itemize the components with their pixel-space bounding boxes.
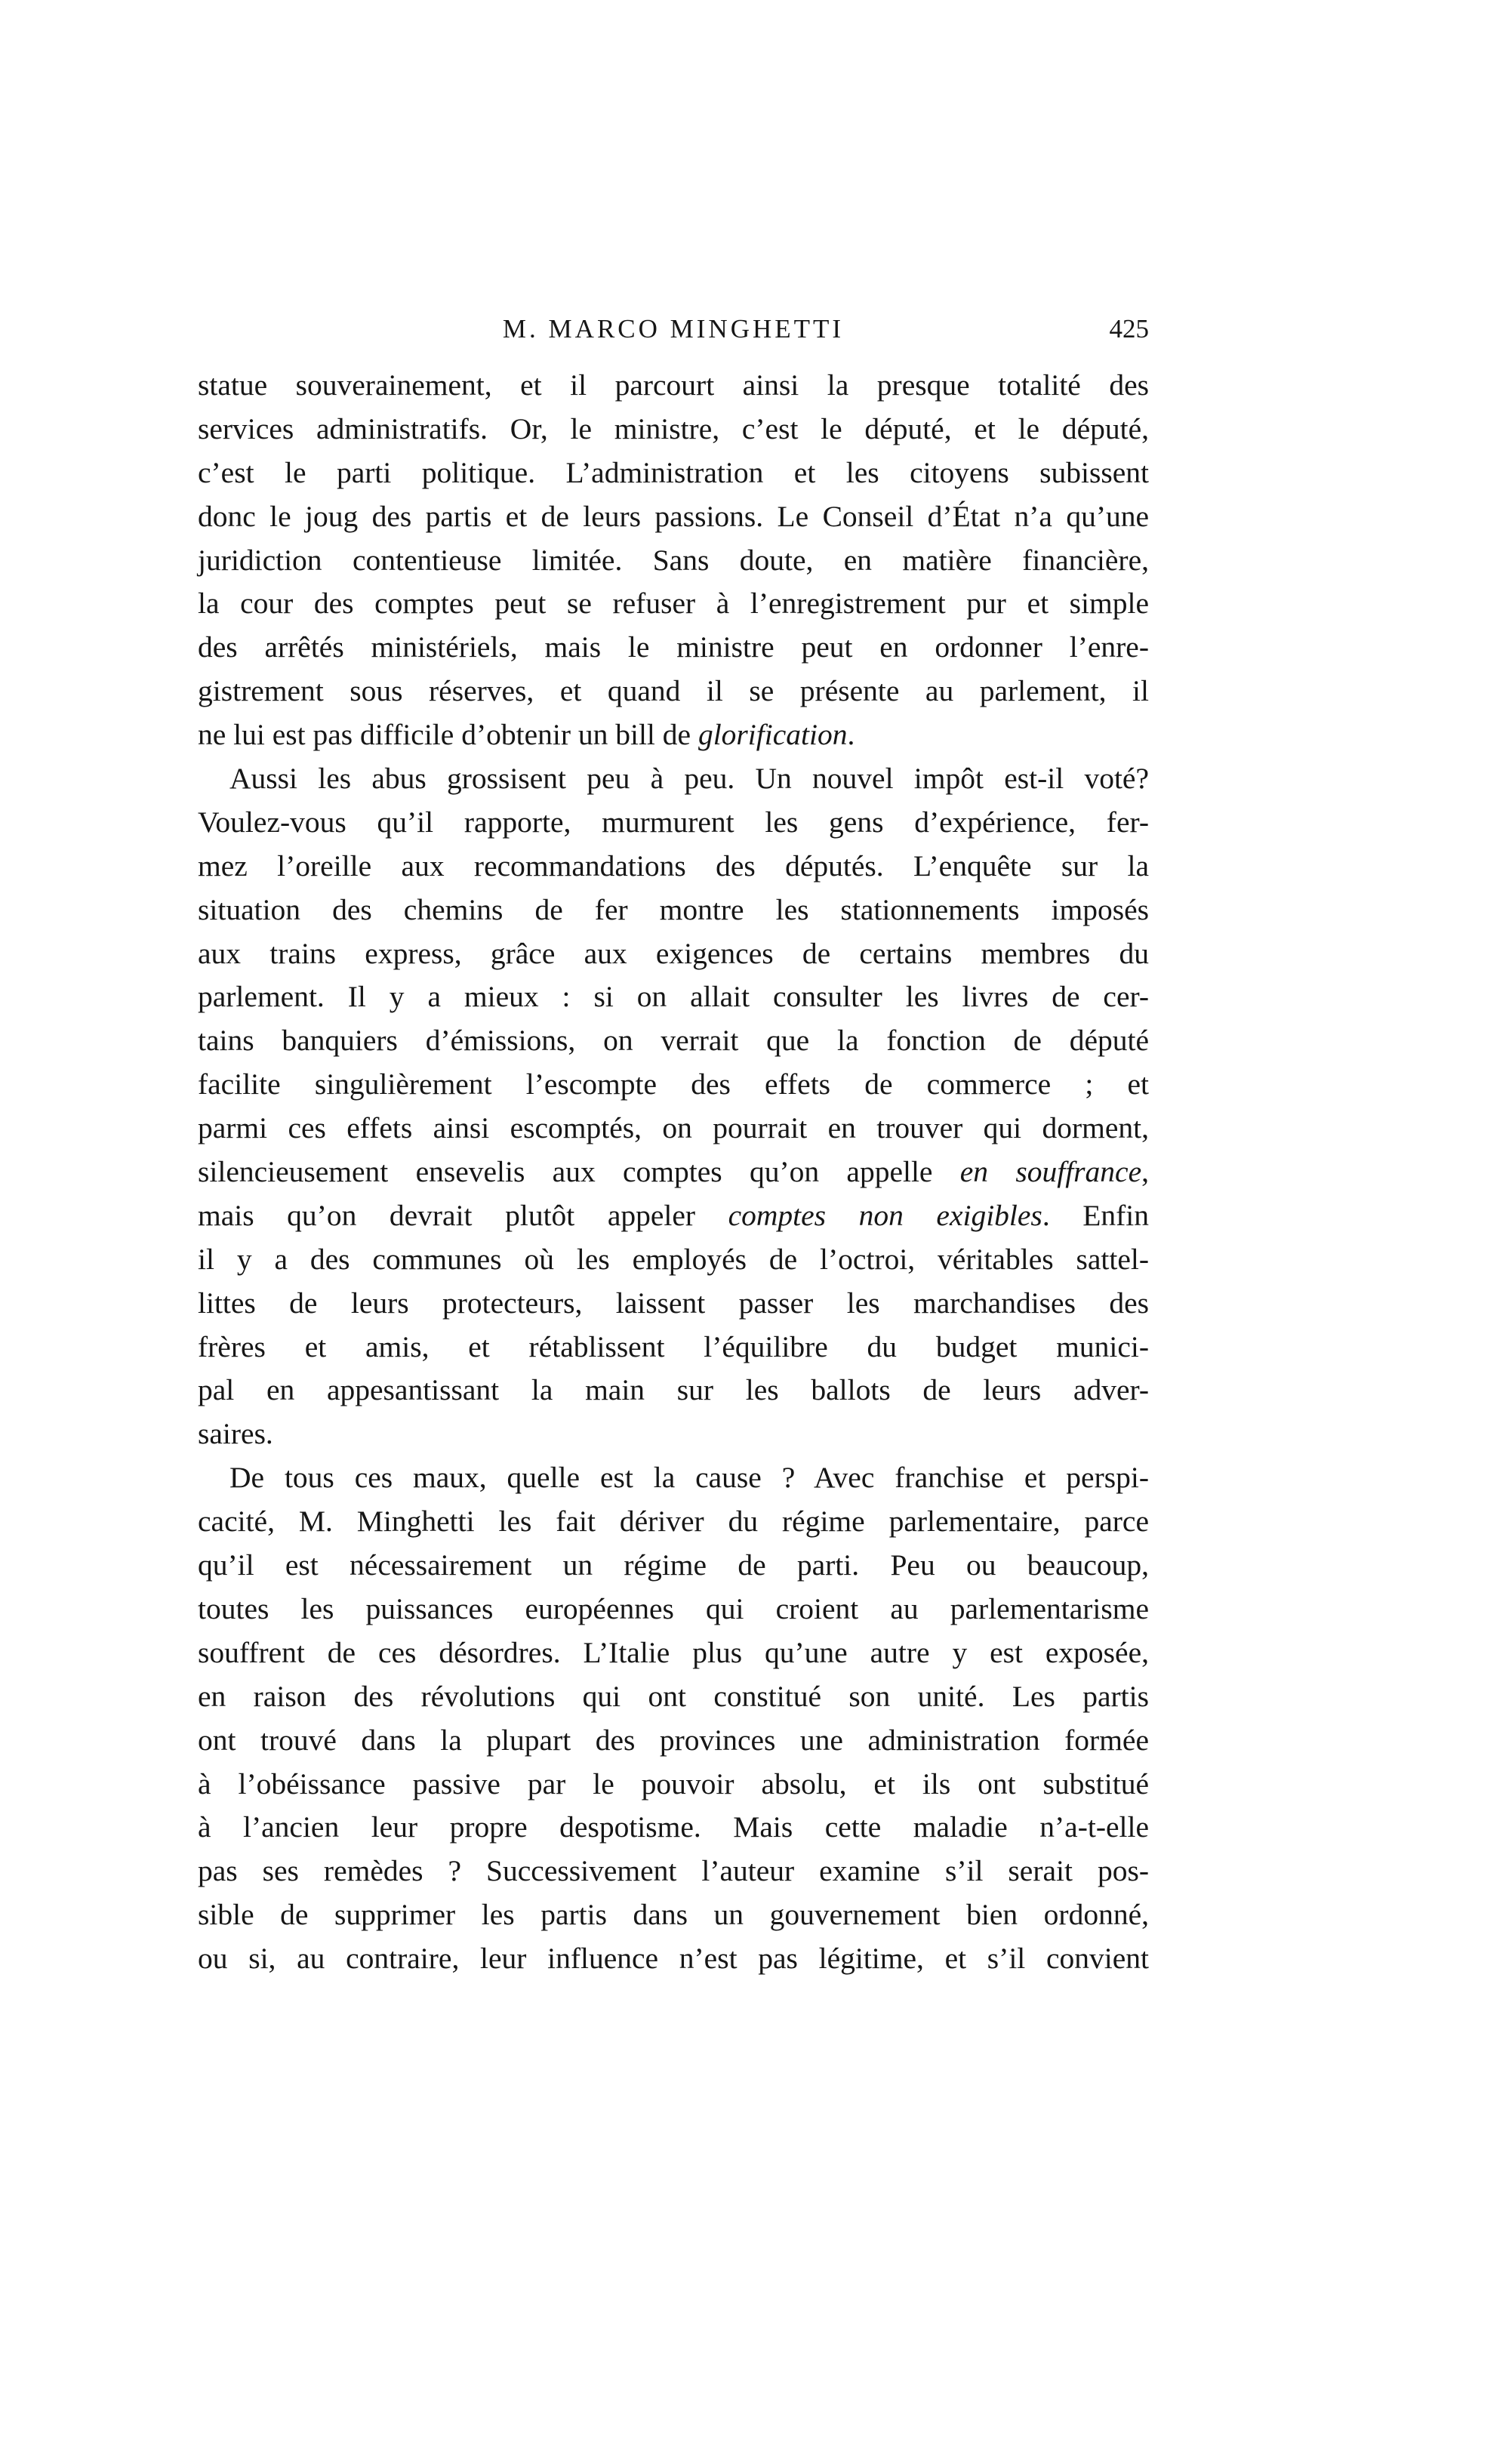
line-text: ont trouvé dans la plupart des provinces une administration formée — [198, 1723, 1149, 1757]
line-text: à l’obéissance passive par le pouvoir absolu, et ils ont substitué — [198, 1767, 1149, 1800]
line-text: qu’il est nécessairement un régime de parti. Peu ou beaucoup, — [198, 1548, 1149, 1582]
line-text: à l’ancien leur propre despotisme. Mais cette maladie n’a-t-elle — [198, 1810, 1149, 1844]
text-line — [198, 1806, 1149, 1850]
line-text: en raison des révolutions qui ont constitué son unité. Les partis — [198, 1679, 1149, 1713]
line-text: , — [1141, 1155, 1149, 1189]
text-line — [198, 1544, 1149, 1588]
text-line — [198, 582, 1149, 626]
text-line — [198, 1719, 1149, 1763]
line-text: souffrent de ces désordres. L’Italie plus qu’une autre y est exposée, — [198, 1635, 1149, 1669]
body-text — [198, 364, 1149, 1981]
text-line — [198, 1631, 1149, 1675]
text-line — [198, 626, 1149, 670]
text-line — [198, 670, 1149, 713]
text-line — [198, 1763, 1149, 1807]
line-text: ou si, au contraire, leur influence n’est pas légitime, et s’il convient — [198, 1942, 1149, 1976]
italic-text: en souffrance — [959, 1155, 1142, 1189]
line-text: c’est le parti politique. L’administration et les citoyens subissent — [198, 455, 1149, 489]
text-line — [198, 1850, 1149, 1893]
text-line — [198, 1937, 1149, 1981]
text-line — [198, 1456, 1149, 1500]
line-text: la cour des comptes peut se refuser à l’enregistrement pur et simple — [198, 587, 1149, 621]
line-text: De tous ces maux, quelle est la cause ? Avec franchise et perspi- — [229, 1461, 1149, 1495]
line-text: parlement. Il y a mieux : si on allait consulter les livres de cer- — [198, 980, 1149, 1014]
text-line — [198, 539, 1149, 583]
text-line — [198, 1063, 1149, 1107]
text-line — [198, 1151, 1149, 1194]
text-line — [198, 451, 1149, 495]
text-line — [198, 757, 1149, 801]
line-text: saires. — [198, 1417, 273, 1451]
line-text: il y a des communes où les employés de l’octroi, véritables sattel- — [198, 1242, 1149, 1276]
text-line — [198, 1238, 1149, 1282]
text-line — [198, 801, 1149, 845]
line-text: littes de leurs protecteurs, laissent passer les marchandises des — [198, 1286, 1149, 1320]
line-text: donc le joug des partis et de leurs passions. Le Conseil d’État n’a qu’une — [198, 499, 1149, 533]
italic-text: glorification — [697, 718, 848, 752]
text-line — [198, 495, 1149, 539]
text-line — [198, 1588, 1149, 1631]
text-line — [198, 1019, 1149, 1063]
line-text: pal en appesantissant la main sur les ballots de leurs adver- — [198, 1373, 1149, 1407]
line-text: pas ses remèdes ? Successivement l’auteur examine s’il serait pos- — [198, 1854, 1149, 1888]
line-text: aux trains express, grâce aux exigences de certains membres du — [198, 936, 1149, 970]
text-line — [198, 1500, 1149, 1544]
line-text: sible de supprimer les partis dans un gouvernement bien ordonné, — [198, 1898, 1149, 1932]
line-text: des arrêtés ministériels, mais le ministre peut en ordonner l’enre- — [198, 630, 1149, 664]
line-text: mez l’oreille aux recommandations des députés. L’enquête sur la — [198, 849, 1149, 883]
line-text: gistrement sous réserves, et quand il se présente au parlement, il — [198, 674, 1149, 708]
text-line — [198, 845, 1149, 889]
line-text: silencieusement ensevelis aux comptes qu’on appelle — [198, 1155, 960, 1189]
text-line — [198, 1326, 1149, 1369]
text-line — [198, 1107, 1149, 1151]
line-text: situation des chemins de fer montre les stationnements imposés — [198, 892, 1149, 926]
line-text: juridiction contentieuse limitée. Sans doute, en matière financière, — [198, 543, 1149, 577]
page-number: 425 — [1109, 314, 1149, 343]
text-line — [198, 1412, 1149, 1456]
running-title: M. MARCO MINGHETTI — [502, 314, 845, 343]
line-text: frères et amis, et rétablissent l’équilibre du budget munici- — [198, 1329, 1149, 1363]
line-text: . — [847, 718, 855, 752]
line-text: toutes les puissances européennes qui croient au parlementarisme — [198, 1591, 1149, 1625]
line-text: Voulez-vous qu’il rapporte, murmurent les gens d’expérience, fer- — [198, 805, 1149, 839]
line-text: ne lui est pas difficile d’obtenir un bill de — [198, 718, 698, 752]
text-line — [198, 364, 1149, 408]
text-line — [198, 1194, 1149, 1238]
line-text: Aussi les abus grossisent peu à peu. Un nouvel impôt est-il voté? — [229, 762, 1149, 796]
text-line — [198, 889, 1149, 932]
line-text: services administratifs. Or, le ministre, c’est le député, et le député, — [198, 411, 1149, 445]
line-text: facilite singulièrement l’escompte des effets de commerce ; et — [198, 1067, 1149, 1101]
line-text: mais qu’on devrait plutôt appeler — [198, 1198, 728, 1232]
italic-text: comptes non exigibles — [728, 1198, 1042, 1232]
text-line — [198, 713, 1149, 757]
text-line — [198, 932, 1149, 976]
text-line — [198, 408, 1149, 451]
text-line — [198, 1893, 1149, 1937]
line-text: parmi ces effets ainsi escomptés, on pourrait en trouver qui dorment, — [198, 1111, 1149, 1145]
line-text: tains banquiers d’émissions, on verrait que la fonction de député — [198, 1024, 1149, 1058]
line-text: . Enfin — [1042, 1198, 1150, 1232]
text-line — [198, 975, 1149, 1019]
line-text: cacité, M. Minghetti les fait dériver du régime parlementaire, parce — [198, 1505, 1149, 1539]
line-text: statue souverainement, et il parcourt ainsi la presque totalité des — [198, 368, 1149, 402]
text-line — [198, 1675, 1149, 1719]
text-line — [198, 1282, 1149, 1326]
text-line — [198, 1369, 1149, 1412]
running-header — [198, 314, 1149, 359]
